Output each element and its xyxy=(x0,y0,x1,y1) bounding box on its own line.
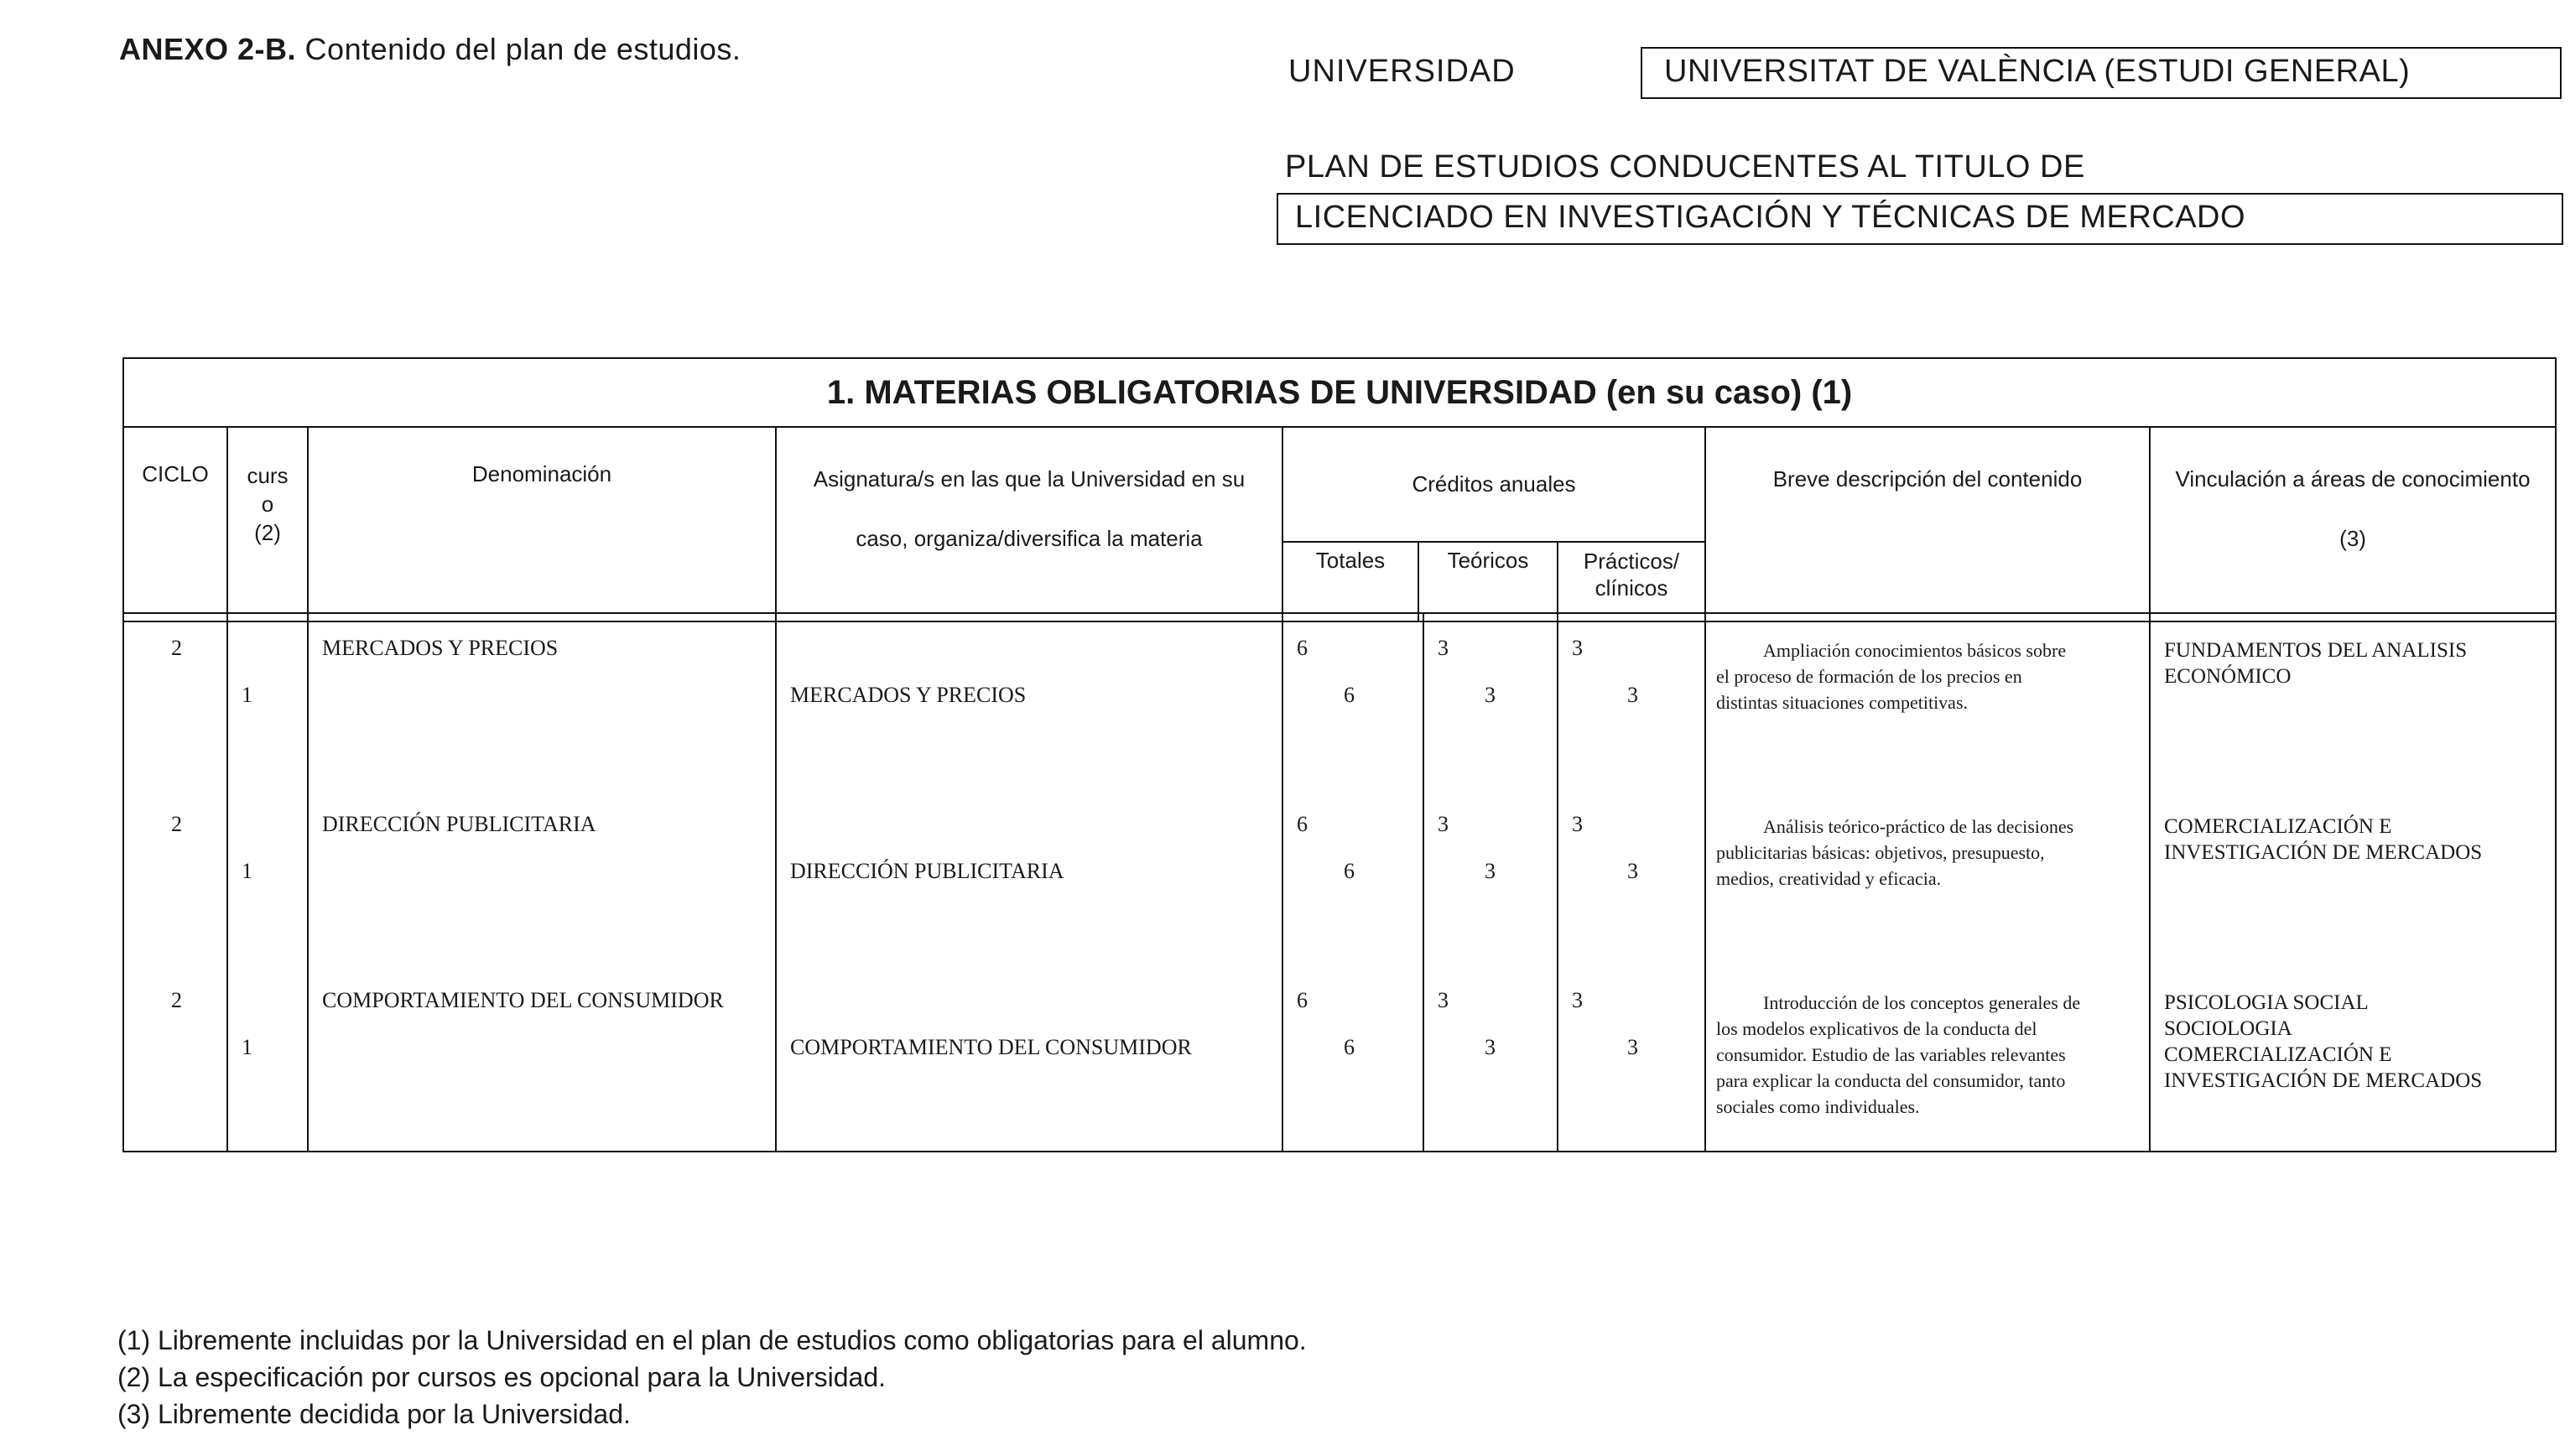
cell-asignatura xyxy=(776,613,1282,1152)
area-line: INVESTIGACIÓN DE MERCADOS xyxy=(2164,1069,2483,1092)
university-label: UNIVERSIDAD xyxy=(1288,54,1516,89)
footnotes xyxy=(117,1322,1307,1433)
cell-totales xyxy=(1282,613,1423,1152)
area-line: COMERCIALIZACIÓN E xyxy=(2164,1043,2392,1066)
col-header-denominacion: Denominación xyxy=(308,427,776,621)
footnote: (2) La especificación por cursos es opcional para la Universidad. xyxy=(117,1362,887,1392)
area-line: ECONÓMICO xyxy=(2164,665,2292,688)
descripcion-block xyxy=(1716,814,2141,892)
totales-materia: 6 xyxy=(1297,636,1308,660)
area-line: INVESTIGACIÓN DE MERCADOS xyxy=(2164,841,2483,864)
asignatura-value: DIRECCIÓN PUBLICITARIA xyxy=(790,859,1064,883)
ciclo-value: 2 xyxy=(171,636,182,660)
teoricos-asignatura: 3 xyxy=(1485,859,1496,883)
ciclo-value: 2 xyxy=(171,988,182,1012)
practicos-asignatura: 3 xyxy=(1627,859,1638,883)
descripcion-line: publicitarias básicas: objetivos, presupuesto, xyxy=(1716,842,2045,863)
col-header-practicos xyxy=(1558,542,1705,621)
cell-areas xyxy=(2150,613,2556,1152)
descripcion-line: sociales como individuales. xyxy=(1716,1096,1920,1117)
areas-block xyxy=(2164,990,2482,1094)
col-header-creditos: Créditos anuales xyxy=(1282,427,1705,542)
col-header-practicos-line1: Prácticos/ xyxy=(1583,549,1680,575)
curso-value: 1 xyxy=(242,683,252,707)
table-header xyxy=(122,357,2557,622)
areas-block xyxy=(2164,637,2467,689)
totales-asignatura: 6 xyxy=(1344,859,1355,883)
annex-title xyxy=(119,32,741,67)
teoricos-materia: 3 xyxy=(1438,636,1449,660)
area-line: FUNDAMENTOS DEL ANALISIS xyxy=(2164,639,2468,662)
col-header-asignatura xyxy=(776,427,1282,621)
descripcion-block xyxy=(1716,990,2141,1120)
descripcion-line: medios, creatividad y eficacia. xyxy=(1716,868,1942,889)
footnote: (3) Libremente decidida por la Universidad. xyxy=(117,1399,631,1429)
col-header-asignatura-line2: caso, organiza/diversifica la materia xyxy=(856,526,1203,551)
descripcion-line: distintas situaciones competitivas. xyxy=(1716,692,1969,713)
area-line: COMERCIALIZACIÓN E xyxy=(2164,815,2392,838)
totales-materia: 6 xyxy=(1297,988,1308,1012)
practicos-asignatura: 3 xyxy=(1627,683,1638,707)
table-title: 1. MATERIAS OBLIGATORIAS DE UNIVERSIDAD (en su caso) (1) xyxy=(123,358,2556,427)
cell-ciclo xyxy=(123,613,227,1152)
descripcion-line: Análisis teórico-práctico de las decisiones xyxy=(1763,816,2074,837)
totales-asignatura: 6 xyxy=(1344,1035,1355,1059)
descripcion-line: Introducción de los conceptos generales de xyxy=(1763,992,2081,1013)
col-header-curso-line2: o xyxy=(261,491,274,517)
cell-descripcion xyxy=(1705,613,2150,1152)
practicos-materia: 3 xyxy=(1572,812,1583,836)
cell-practicos xyxy=(1558,613,1705,1152)
denominacion-value: COMPORTAMIENTO DEL CONSUMIDOR xyxy=(322,988,724,1012)
col-header-ciclo: CICLO xyxy=(123,427,227,621)
cell-curso xyxy=(227,613,308,1152)
teoricos-materia: 3 xyxy=(1438,988,1449,1012)
footnote: (1) Libremente incluidas por la Universidad en el plan de estudios como obligatorias para el alumno. xyxy=(117,1325,1307,1355)
descripcion-line: el proceso de formación de los precios en xyxy=(1716,666,2022,687)
totales-materia: 6 xyxy=(1297,812,1308,836)
col-header-vinculacion-line1: Vinculación a áreas de conocimiento xyxy=(2175,466,2531,491)
practicos-asignatura: 3 xyxy=(1627,1035,1638,1059)
university-field: UNIVERSITAT DE VALÈNCIA (ESTUDI GENERAL) xyxy=(1641,47,2562,99)
cell-teoricos xyxy=(1423,613,1558,1152)
col-header-asignatura-line1: Asignatura/s en las que la Universidad en su xyxy=(813,466,1246,491)
practicos-materia: 3 xyxy=(1572,636,1583,660)
descripcion-block xyxy=(1716,637,2141,715)
denominacion-value: MERCADOS Y PRECIOS xyxy=(322,636,559,660)
col-header-practicos-line2: clínicos xyxy=(1595,575,1668,601)
teoricos-asignatura: 3 xyxy=(1485,1035,1496,1059)
col-header-totales: Totales xyxy=(1282,542,1418,621)
ciclo-value: 2 xyxy=(171,812,182,836)
areas-block xyxy=(2164,814,2482,866)
cell-denominacion xyxy=(308,613,776,1152)
col-header-vinculacion-note: (3) xyxy=(2339,526,2366,551)
practicos-materia: 3 xyxy=(1572,988,1583,1012)
col-header-curso-line1: curs xyxy=(247,463,289,488)
table-row xyxy=(123,613,2556,1152)
descripcion-line: consumidor. Estudio de las variables relevantes xyxy=(1716,1044,2066,1065)
denominacion-value: DIRECCIÓN PUBLICITARIA xyxy=(322,812,596,836)
annex-label: ANEXO 2-B. xyxy=(119,32,297,66)
curso-value: 1 xyxy=(242,1035,252,1059)
col-header-curso-note: (2) xyxy=(254,520,281,545)
col-header-descripcion: Breve descripción del contenido xyxy=(1705,427,2150,621)
teoricos-materia: 3 xyxy=(1438,812,1449,836)
descripcion-line: para explicar la conducta del consumidor, tanto xyxy=(1716,1070,2066,1091)
descripcion-line: los modelos explicativos de la conducta del xyxy=(1716,1018,2037,1039)
descripcion-line: Ampliación conocimientos básicos sobre xyxy=(1763,640,2067,661)
asignatura-value: COMPORTAMIENTO DEL CONSUMIDOR xyxy=(790,1035,1192,1059)
curso-value: 1 xyxy=(242,859,252,883)
col-header-vinculacion xyxy=(2150,427,2556,621)
totales-asignatura: 6 xyxy=(1344,683,1355,707)
col-header-curso xyxy=(227,427,308,621)
table-body xyxy=(122,612,2557,1152)
area-line: PSICOLOGIA SOCIAL xyxy=(2164,991,2369,1014)
teoricos-asignatura: 3 xyxy=(1485,683,1496,707)
area-line: SOCIOLOGIA xyxy=(2164,1017,2292,1040)
col-header-teoricos: Teóricos xyxy=(1418,542,1558,621)
degree-field: LICENCIADO EN INVESTIGACIÓN Y TÉCNICAS DE MERCADO xyxy=(1277,193,2563,245)
asignatura-value: MERCADOS Y PRECIOS xyxy=(790,683,1027,707)
plan-label: PLAN DE ESTUDIOS CONDUCENTES AL TITULO DE xyxy=(1285,149,2085,185)
annex-description: Contenido del plan de estudios. xyxy=(296,32,741,66)
